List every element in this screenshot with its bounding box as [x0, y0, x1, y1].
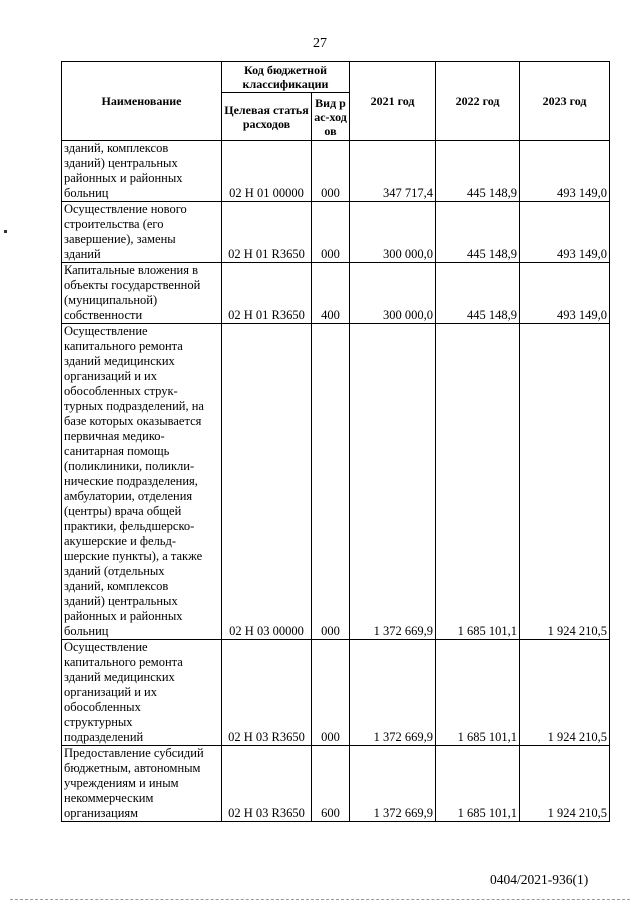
- row-value-2023: 493 149,0: [520, 202, 610, 263]
- row-name-line: зданий) центральных: [64, 156, 178, 170]
- row-name-line: (муниципальной): [64, 293, 158, 307]
- row-name: [62, 746, 222, 822]
- row-expense-type: 400: [312, 263, 350, 324]
- row-value-2023: 1 924 210,5: [520, 324, 610, 640]
- page-number: 27: [313, 36, 327, 51]
- table-row: [62, 141, 610, 202]
- header-name: Наименование: [62, 62, 222, 141]
- table-body: [62, 141, 610, 822]
- row-name-line: базе которых оказывается: [64, 414, 202, 428]
- row-value-2023: 1 924 210,5: [520, 746, 610, 822]
- row-target-article: 02 Н 03 00000: [222, 324, 312, 640]
- row-name-line: Предоставление субсидий: [64, 746, 204, 760]
- row-target-article: 02 Н 01 R3650: [222, 263, 312, 324]
- row-expense-type: 000: [312, 141, 350, 202]
- row-value-2022: 1 685 101,1: [436, 324, 520, 640]
- row-name-line: подразделений: [64, 730, 144, 744]
- header-2023: 2023 год: [520, 62, 610, 141]
- row-name-line: больниц: [64, 186, 109, 200]
- header-2022: 2022 год: [436, 62, 520, 141]
- row-name-line: зданий (отдельных: [64, 564, 165, 578]
- row-name-line: обособленных: [64, 700, 141, 714]
- scan-dot-mark: [4, 230, 7, 233]
- row-name-line: больниц: [64, 624, 109, 638]
- row-name: [62, 640, 222, 746]
- row-name-line: амбулатории, отделения: [64, 489, 193, 503]
- row-name-line: зданий) центральных: [64, 594, 178, 608]
- row-name-line: зданий медицинских: [64, 670, 175, 684]
- row-name-line: Осуществление: [64, 640, 148, 654]
- row-name-line: некоммерческим: [64, 791, 154, 805]
- row-value-2021: 1 372 669,9: [350, 640, 436, 746]
- row-name-line: зданий, комплексов: [64, 141, 169, 155]
- row-name-line: (поликлиники, поликли-: [64, 459, 195, 473]
- row-target-article: 02 Н 01 R3650: [222, 202, 312, 263]
- document-number: 0404/2021-936(1): [490, 872, 589, 887]
- row-name-line: первичная медико-: [64, 429, 165, 443]
- row-target-article: 02 Н 03 R3650: [222, 640, 312, 746]
- row-value-2023: 1 924 210,5: [520, 640, 610, 746]
- header-2021: 2021 год: [350, 62, 436, 141]
- row-value-2022: 445 148,9: [436, 202, 520, 263]
- row-name-line: капитального ремонта: [64, 655, 183, 669]
- row-value-2023: 493 149,0: [520, 141, 610, 202]
- row-target-article: 02 Н 03 R3650: [222, 746, 312, 822]
- row-value-2022: 445 148,9: [436, 263, 520, 324]
- row-expense-type: 000: [312, 640, 350, 746]
- row-name-line: турных подразделений, на: [64, 399, 204, 413]
- table-row: [62, 324, 610, 640]
- row-name-line: нические подразделения,: [64, 474, 198, 488]
- row-name-line: зданий медицинских: [64, 354, 175, 368]
- scan-edge-line: [10, 899, 630, 900]
- header-code-group: Код бюджетной классификации: [222, 62, 350, 93]
- row-name-line: практики, фельдшерско-: [64, 519, 195, 533]
- row-name-line: зданий: [64, 247, 101, 261]
- row-name-line: обособленных струк-: [64, 384, 178, 398]
- row-name-line: районных и районных: [64, 609, 183, 623]
- row-expense-type: 600: [312, 746, 350, 822]
- table-row: [62, 746, 610, 822]
- row-name-line: строительства (его: [64, 217, 164, 231]
- row-name-line: Осуществление: [64, 324, 148, 338]
- row-name-line: организаций и их: [64, 369, 157, 383]
- row-name-line: акушерские и фельд-: [64, 534, 177, 548]
- row-name-line: зданий, комплексов: [64, 579, 169, 593]
- row-name-line: капитального ремонта: [64, 339, 183, 353]
- row-value-2022: 1 685 101,1: [436, 746, 520, 822]
- header-expense-type: Вид рас-ходов: [312, 93, 350, 141]
- row-name: [62, 202, 222, 263]
- row-value-2023: 493 149,0: [520, 263, 610, 324]
- row-value-2022: 445 148,9: [436, 141, 520, 202]
- row-name: [62, 141, 222, 202]
- row-name-line: организаций и их: [64, 685, 157, 699]
- row-name-line: районных и районных: [64, 171, 183, 185]
- row-name-line: завершение), замены: [64, 232, 176, 246]
- header-target-article: Целевая статья расходов: [222, 93, 312, 141]
- row-name: [62, 324, 222, 640]
- row-name-line: Осуществление нового: [64, 202, 187, 216]
- row-name-line: организациям: [64, 806, 139, 820]
- row-value-2021: 300 000,0: [350, 263, 436, 324]
- row-name-line: структурных: [64, 715, 133, 729]
- budget-table: [61, 61, 610, 822]
- row-value-2021: 300 000,0: [350, 202, 436, 263]
- row-value-2022: 1 685 101,1: [436, 640, 520, 746]
- row-name-line: объекты государственной: [64, 278, 201, 292]
- row-value-2021: 347 717,4: [350, 141, 436, 202]
- row-name-line: санитарная помощь: [64, 444, 170, 458]
- table-row: [62, 263, 610, 324]
- row-value-2021: 1 372 669,9: [350, 746, 436, 822]
- row-value-2021: 1 372 669,9: [350, 324, 436, 640]
- row-expense-type: 000: [312, 202, 350, 263]
- table-row: [62, 640, 610, 746]
- row-name-line: бюджетным, автономным: [64, 761, 201, 775]
- table-header-row: [62, 62, 610, 93]
- row-target-article: 02 Н 01 00000: [222, 141, 312, 202]
- row-name-line: (центры) врача общей: [64, 504, 182, 518]
- table-row: [62, 202, 610, 263]
- row-expense-type: 000: [312, 324, 350, 640]
- row-name-line: учреждениям и иным: [64, 776, 179, 790]
- row-name-line: Капитальные вложения в: [64, 263, 198, 277]
- row-name-line: собственности: [64, 308, 143, 322]
- row-name: [62, 263, 222, 324]
- row-name-line: шерские пункты), а также: [64, 549, 203, 563]
